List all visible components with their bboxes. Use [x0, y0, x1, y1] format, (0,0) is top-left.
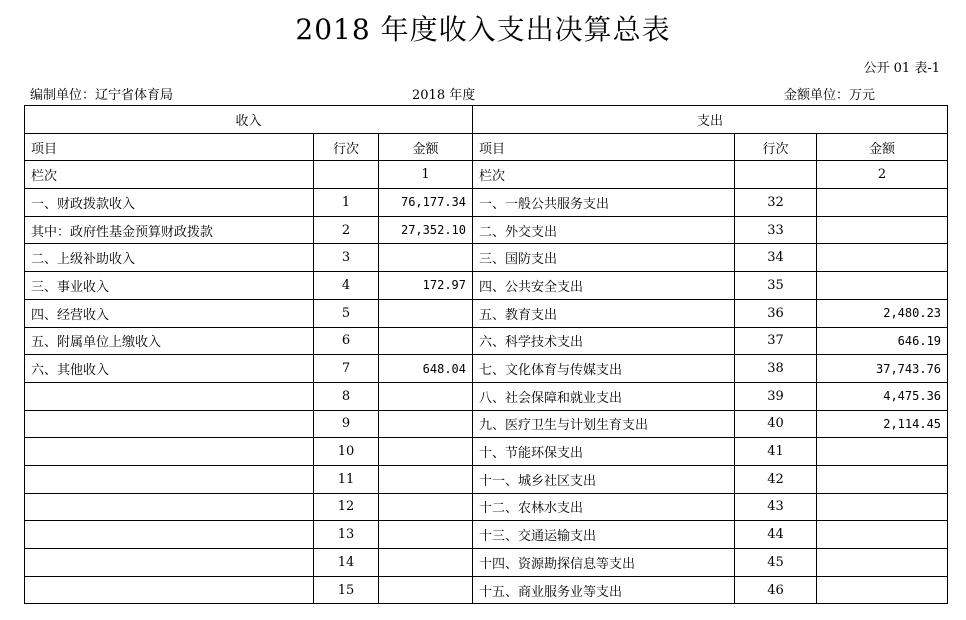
income-amount-cell	[379, 438, 473, 466]
income-item-cell	[25, 438, 314, 466]
expense-rownum-cell: 43	[735, 493, 817, 521]
table-row	[25, 549, 948, 577]
expense-item-cell: 五、教育支出	[473, 299, 735, 327]
expense-rownum-cell: 42	[735, 465, 817, 493]
expense-amount-cell	[817, 465, 948, 493]
table-row	[25, 410, 948, 438]
budget-summary-table	[24, 105, 948, 604]
table-row	[25, 576, 948, 604]
expense-item-cell: 十四、资源勘探信息等支出	[473, 549, 735, 577]
fiscal-year: 2018 年度	[412, 88, 476, 103]
table-row	[25, 327, 948, 355]
income-amount-cell	[379, 327, 473, 355]
income-item-header: 项目	[25, 133, 314, 161]
income-item-cell: 其中：政府性基金预算财政拨款	[25, 216, 314, 244]
income-item-cell	[25, 382, 314, 410]
income-rownum-cell: 1	[314, 189, 379, 217]
expense-amount-cell: 37,743.76	[817, 355, 948, 383]
expense-amount-cell: 2,114.45	[817, 410, 948, 438]
income-amount-cell	[379, 299, 473, 327]
income-amount-cell	[379, 410, 473, 438]
income-item-cell: 六、其他收入	[25, 355, 314, 383]
income-rownum-cell: 11	[314, 465, 379, 493]
income-amount-header: 金额	[379, 133, 473, 161]
table-row	[25, 355, 948, 383]
income-amount-cell	[379, 244, 473, 272]
expense-item-cell: 三、国防支出	[473, 244, 735, 272]
expense-rownum-cell: 33	[735, 216, 817, 244]
expense-section-header: 支出	[473, 106, 948, 134]
expense-item-cell: 二、外交支出	[473, 216, 735, 244]
income-item-cell	[25, 549, 314, 577]
income-column-blank	[314, 161, 379, 189]
column-header-row	[25, 133, 948, 161]
income-amount-cell: 27,352.10	[379, 216, 473, 244]
expense-column-index: 2	[817, 161, 948, 189]
expense-amount-cell: 646.19	[817, 327, 948, 355]
income-item-cell: 五、附属单位上缴收入	[25, 327, 314, 355]
table-row	[25, 382, 948, 410]
expense-rownum-header: 行次	[735, 133, 817, 161]
expense-amount-cell	[817, 549, 948, 577]
expense-amount-cell	[817, 216, 948, 244]
expense-item-cell: 四、公共安全支出	[473, 272, 735, 300]
income-rownum-cell: 13	[314, 521, 379, 549]
expense-rownum-cell: 39	[735, 382, 817, 410]
income-rownum-cell: 6	[314, 327, 379, 355]
table-row	[25, 493, 948, 521]
income-rownum-cell: 14	[314, 549, 379, 577]
expense-item-cell: 八、社会保障和就业支出	[473, 382, 735, 410]
expense-amount-cell	[817, 493, 948, 521]
income-amount-cell	[379, 549, 473, 577]
page-title: 2018 年度收入支出决算总表	[295, 13, 671, 46]
income-amount-cell: 76,177.34	[379, 189, 473, 217]
expense-rownum-cell: 38	[735, 355, 817, 383]
expense-item-cell: 十三、交通运输支出	[473, 521, 735, 549]
income-rownum-cell: 7	[314, 355, 379, 383]
income-rownum-cell: 15	[314, 576, 379, 604]
expense-item-cell: 九、医疗卫生与计划生育支出	[473, 410, 735, 438]
expense-item-cell: 十五、商业服务业等支出	[473, 576, 735, 604]
table-row	[25, 521, 948, 549]
expense-rownum-cell: 41	[735, 438, 817, 466]
compiling-unit: 编制单位：辽宁省体育局	[30, 88, 174, 103]
income-amount-cell	[379, 493, 473, 521]
income-item-cell: 四、经营收入	[25, 299, 314, 327]
expense-amount-cell	[817, 438, 948, 466]
expense-amount-cell	[817, 576, 948, 604]
expense-amount-cell	[817, 521, 948, 549]
income-amount-cell: 648.04	[379, 355, 473, 383]
section-header-row	[25, 106, 948, 134]
income-rownum-cell: 8	[314, 382, 379, 410]
expense-rownum-cell: 44	[735, 521, 817, 549]
expense-rownum-cell: 32	[735, 189, 817, 217]
table-row	[25, 465, 948, 493]
income-item-cell: 三、事业收入	[25, 272, 314, 300]
income-amount-cell	[379, 465, 473, 493]
expense-amount-cell	[817, 189, 948, 217]
expense-rownum-cell: 35	[735, 272, 817, 300]
income-rownum-cell: 2	[314, 216, 379, 244]
expense-amount-cell: 2,480.23	[817, 299, 948, 327]
expense-amount-header: 金额	[817, 133, 948, 161]
expense-amount-cell	[817, 244, 948, 272]
expense-item-cell: 七、文化体育与传媒支出	[473, 355, 735, 383]
income-rownum-cell: 10	[314, 438, 379, 466]
expense-item-header: 项目	[473, 133, 735, 161]
expense-item-cell: 十一、城乡社区支出	[473, 465, 735, 493]
income-column-index: 1	[379, 161, 473, 189]
income-item-cell: 一、财政拨款收入	[25, 189, 314, 217]
expense-item-cell: 一、一般公共服务支出	[473, 189, 735, 217]
table-row	[25, 299, 948, 327]
income-item-cell: 二、上级补助收入	[25, 244, 314, 272]
income-amount-cell	[379, 576, 473, 604]
expense-amount-cell	[817, 272, 948, 300]
expense-item-cell: 十二、农林水支出	[473, 493, 735, 521]
table-row	[25, 216, 948, 244]
income-item-cell	[25, 410, 314, 438]
expense-rownum-cell: 37	[735, 327, 817, 355]
table-row	[25, 189, 948, 217]
expense-column-blank	[735, 161, 817, 189]
expense-rownum-cell: 36	[735, 299, 817, 327]
column-index-row	[25, 161, 948, 189]
income-amount-cell	[379, 382, 473, 410]
income-amount-cell: 172.97	[379, 272, 473, 300]
income-amount-cell	[379, 521, 473, 549]
income-item-cell	[25, 576, 314, 604]
income-section-header: 收入	[25, 106, 473, 134]
expense-item-cell: 六、科学技术支出	[473, 327, 735, 355]
income-column-label: 栏次	[25, 161, 314, 189]
income-rownum-cell: 5	[314, 299, 379, 327]
table-row	[25, 244, 948, 272]
expense-rownum-cell: 34	[735, 244, 817, 272]
income-rownum-header: 行次	[314, 133, 379, 161]
income-rownum-cell: 12	[314, 493, 379, 521]
money-unit: 金额单位：万元	[784, 88, 876, 103]
expense-rownum-cell: 40	[735, 410, 817, 438]
expense-rownum-cell: 46	[735, 576, 817, 604]
table-row	[25, 272, 948, 300]
income-rownum-cell: 9	[314, 410, 379, 438]
income-item-cell	[25, 521, 314, 549]
income-rownum-cell: 3	[314, 244, 379, 272]
income-item-cell	[25, 465, 314, 493]
income-item-cell	[25, 493, 314, 521]
form-number: 公开 01 表-1	[863, 61, 940, 76]
expense-amount-cell: 4,475.36	[817, 382, 948, 410]
income-rownum-cell: 4	[314, 272, 379, 300]
table-row	[25, 438, 948, 466]
expense-rownum-cell: 45	[735, 549, 817, 577]
expense-column-label: 栏次	[473, 161, 735, 189]
expense-item-cell: 十、节能环保支出	[473, 438, 735, 466]
